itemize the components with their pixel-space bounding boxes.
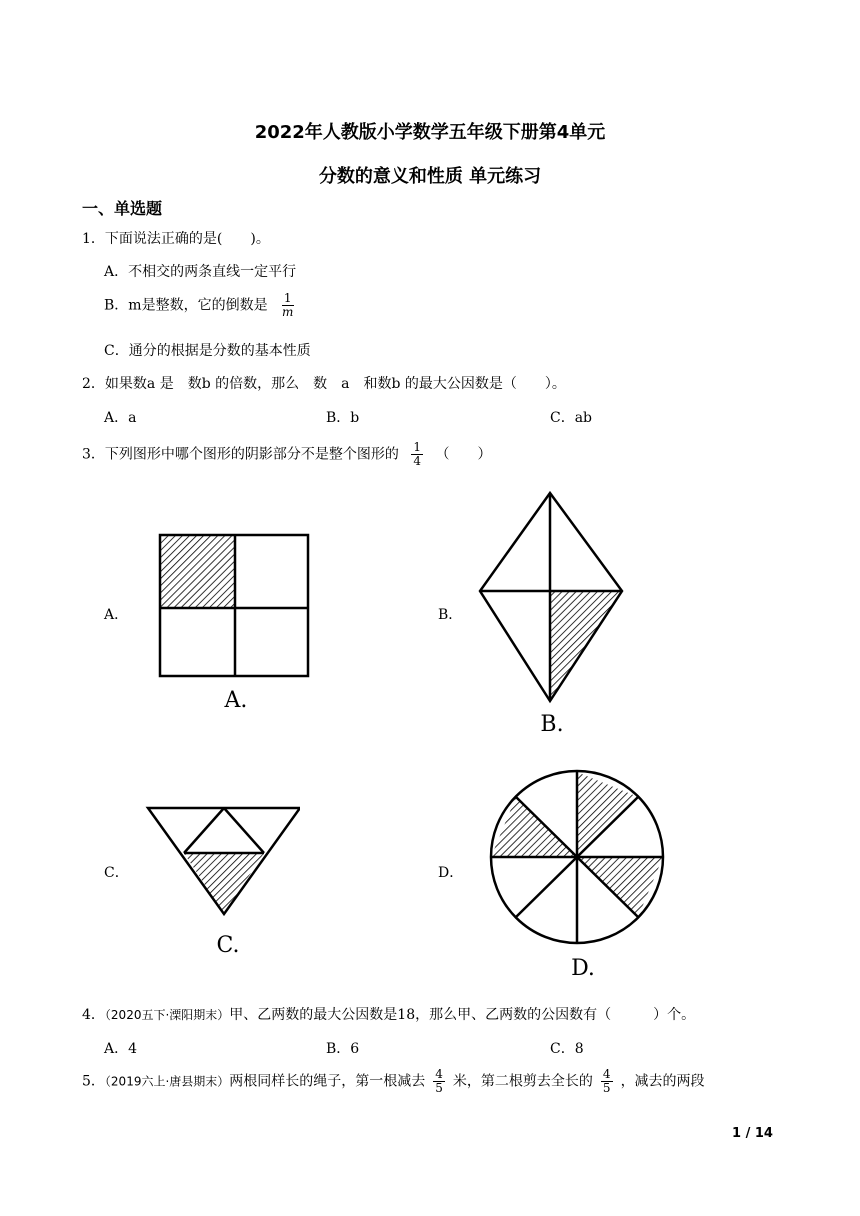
question-2-stem: 2．如果数a 是 数b 的倍数，那么 数 a 和数b 的最大公因数是（ ）。 — [82, 376, 566, 392]
figure-a-caption: A. — [224, 688, 248, 713]
question-4-option-a: A．4 — [104, 1041, 138, 1057]
figure-d-circle — [485, 765, 675, 980]
fraction — [411, 441, 423, 468]
question-4-option-b: B．6 — [326, 1041, 360, 1057]
question-3-option-b-label: B． — [438, 607, 463, 623]
question-1-stem: 1．下面说法正确的是( )。 — [82, 231, 270, 247]
question-3-option-c-label: C． — [104, 865, 129, 881]
figure-c-caption: C. — [216, 933, 240, 958]
figure-b-kite — [470, 485, 640, 745]
question-3-stem-text: 3．下列图形中哪个图形的阴影部分不是整个图形的 — [82, 446, 399, 463]
answer-blank: （ ） — [435, 446, 492, 463]
document-title: 2022年人教版小学数学五年级下册第4单元 — [254, 122, 606, 143]
question-2-option-a: A．a — [104, 410, 137, 426]
question-3-stem — [82, 441, 491, 468]
fraction-numerator: 4 — [602, 1067, 611, 1081]
question-source: （2019六上·唐县期末） — [104, 1074, 230, 1089]
question-3-option-d-label: D． — [438, 865, 464, 881]
option-b-text: B．m是整数，它的倒数是 — [104, 297, 268, 314]
question-source: （2020五下·溧阳期末） — [104, 1008, 230, 1022]
question-number: 4． — [82, 1007, 105, 1023]
fraction — [601, 1068, 613, 1095]
question-text: ，减去的两段 — [620, 1073, 705, 1090]
question-1-option-a: A．不相交的两条直线一定平行 — [104, 264, 297, 280]
page-indicator: 1 / 14 — [732, 1126, 773, 1141]
question-2-option-c: C．ab — [550, 410, 593, 426]
question-text: 米，第二根剪去全长的 — [452, 1073, 593, 1090]
question-4-option-c: C．8 — [550, 1041, 584, 1057]
fraction-denominator: m — [282, 305, 294, 319]
shaded-region — [160, 535, 235, 608]
question-1-option-c: C．通分的根据是分数的基本性质 — [104, 343, 311, 359]
figure-b-caption: B. — [540, 712, 564, 737]
shaded-region — [491, 797, 577, 857]
shaded-region — [577, 857, 663, 917]
fraction-denominator: 5 — [435, 1081, 443, 1095]
question-4-stem — [82, 1004, 695, 1024]
question-1-option-b — [104, 292, 303, 319]
question-3-option-a-label: A． — [104, 607, 129, 623]
figure-d-caption: D. — [571, 956, 595, 980]
fraction — [280, 292, 295, 319]
shaded-region — [577, 772, 638, 857]
fraction-numerator: 1 — [413, 440, 421, 454]
fraction — [433, 1068, 445, 1095]
shaded-region — [184, 853, 264, 914]
section-heading: 一、单选题 — [82, 199, 163, 218]
question-text: 甲、乙两数的最大公因数是18，那么甲、乙两数的公因数有（ ）个。 — [229, 1007, 696, 1023]
question-text: 两根同样长的绳子，第一根减去 — [229, 1073, 426, 1090]
document-subtitle: 分数的意义和性质 单元练习 — [318, 166, 542, 187]
figure-a-square — [150, 525, 320, 715]
question-2-option-b: B．b — [326, 410, 360, 426]
question-number: 5． — [82, 1073, 105, 1090]
fraction-numerator: 1 — [283, 291, 292, 305]
fraction-denominator: 5 — [602, 1081, 611, 1095]
fraction-numerator: 4 — [435, 1067, 443, 1081]
question-5-stem — [82, 1068, 705, 1095]
figure-c-triangle — [140, 800, 300, 965]
fraction-denominator: 4 — [413, 454, 421, 468]
